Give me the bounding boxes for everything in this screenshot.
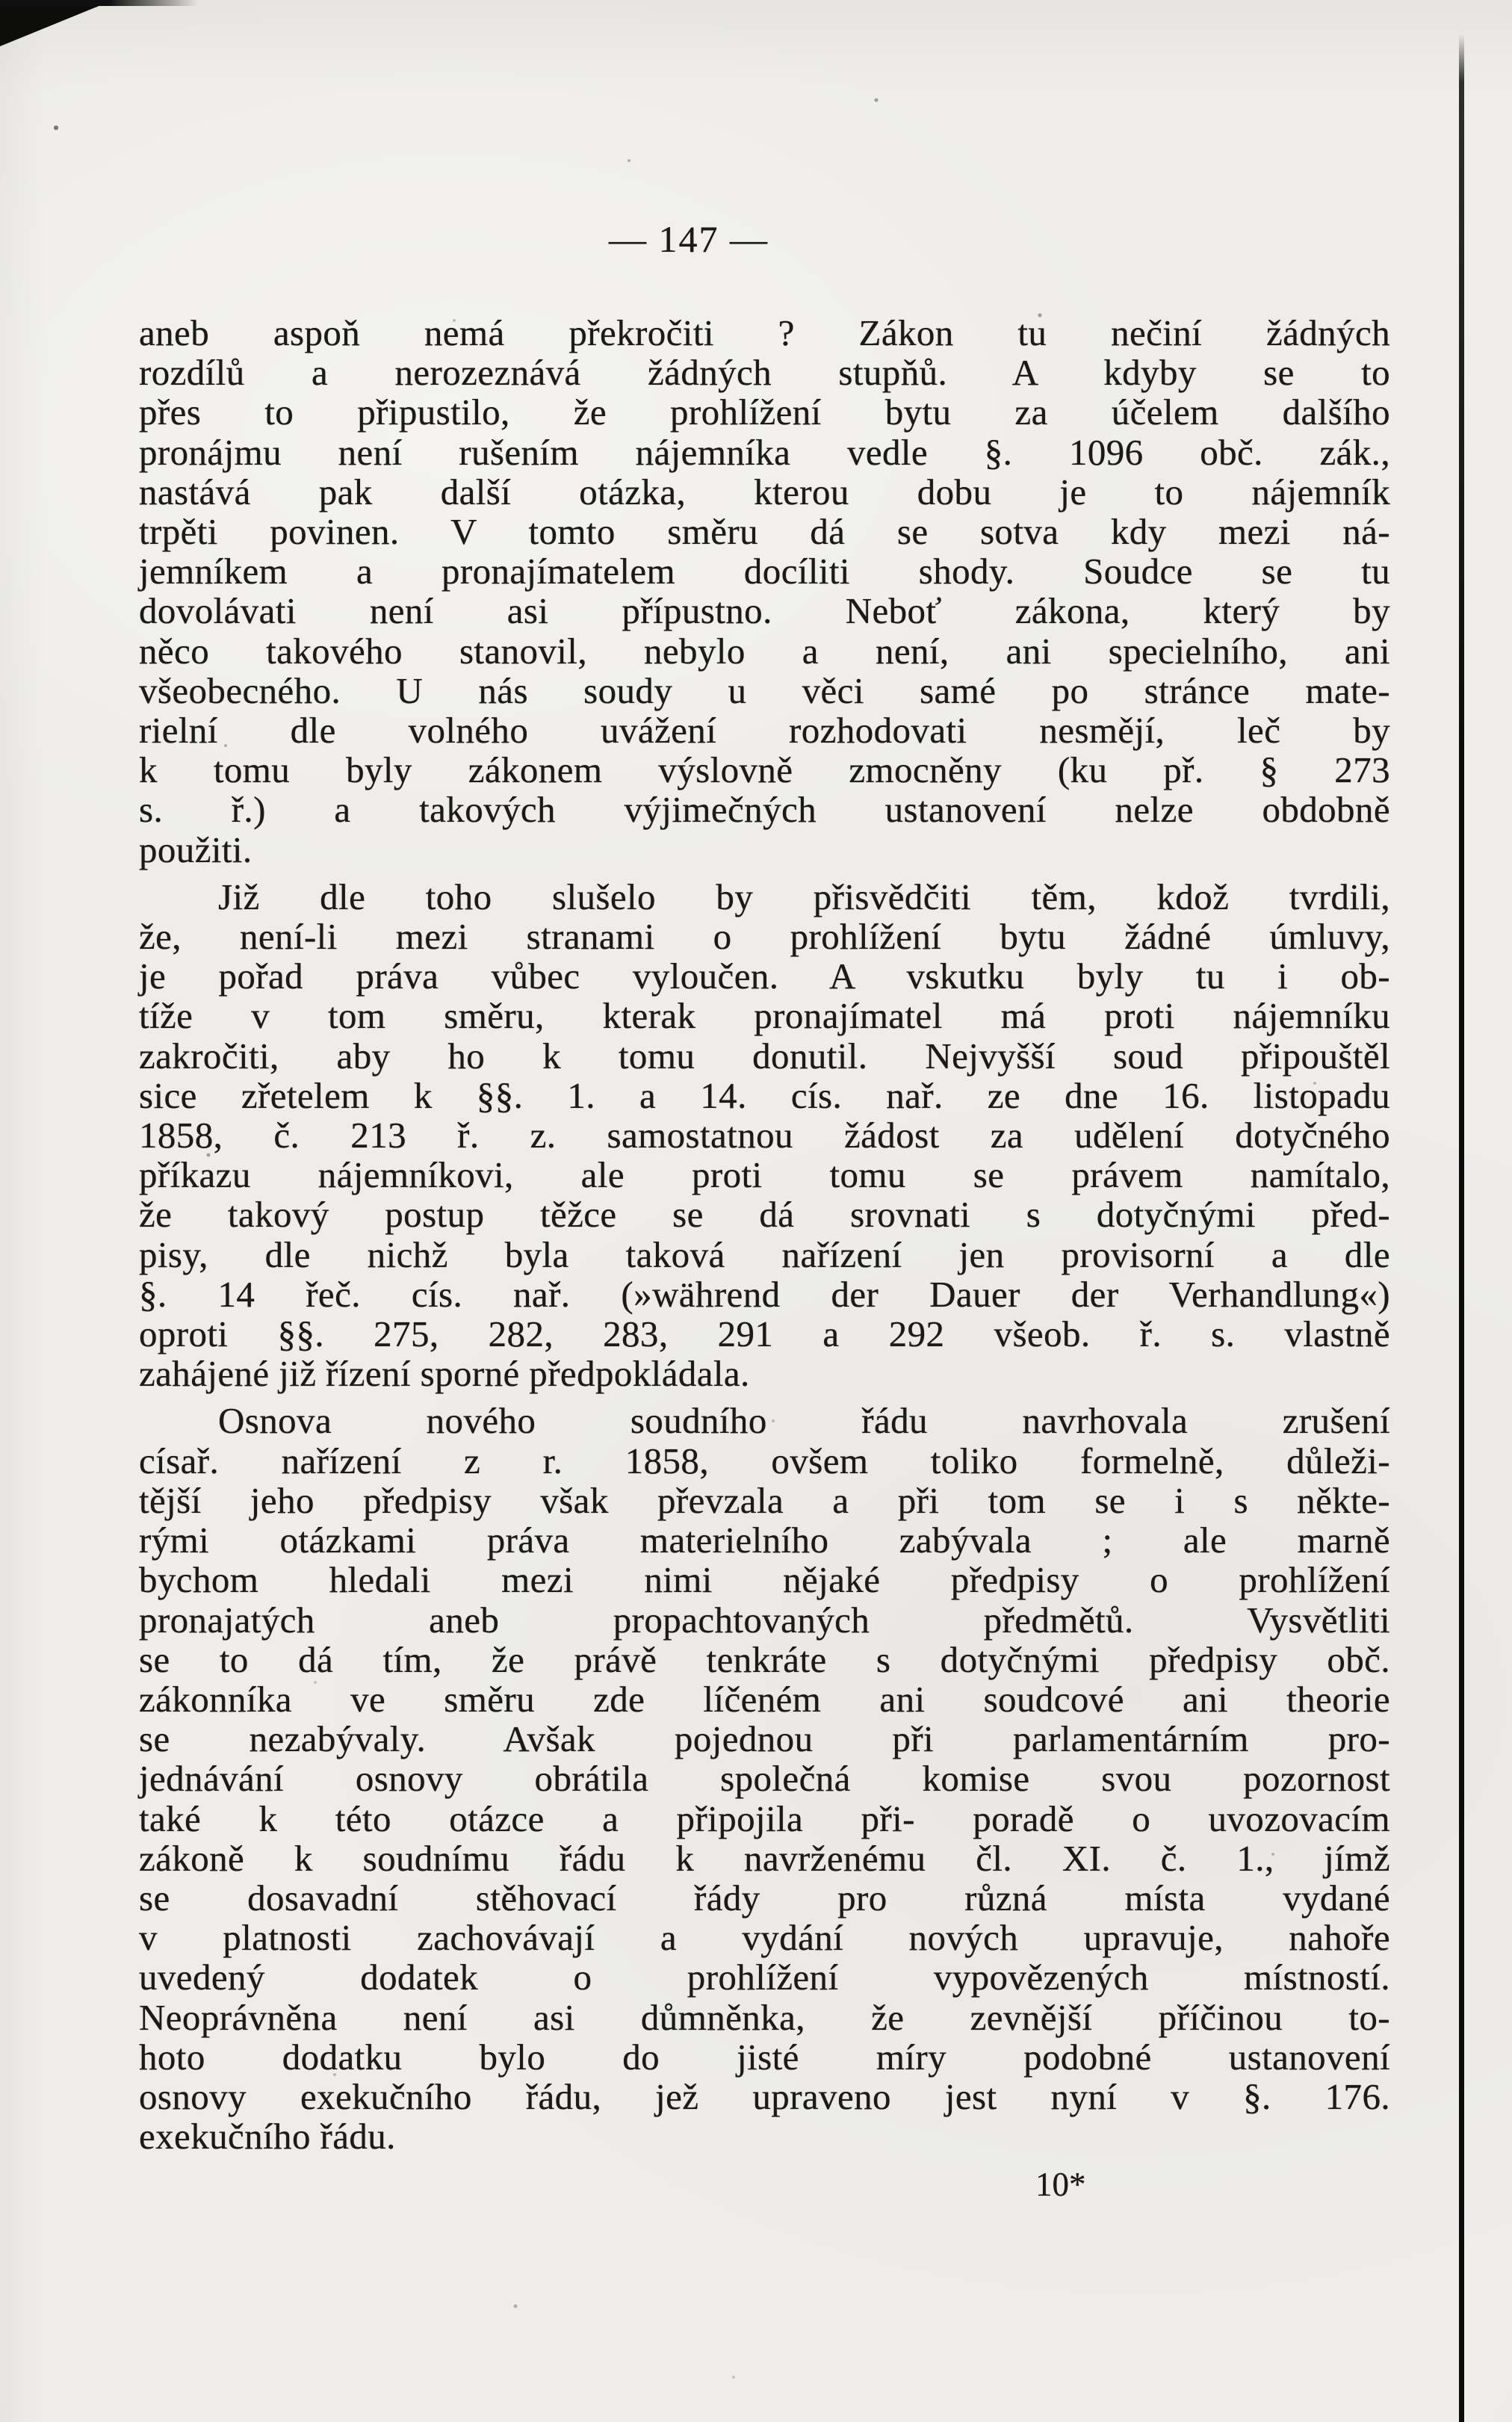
text-line: pronájmu není rušením nájemníka vedle §. 1096 obč. zák., bbox=[139, 431, 1390, 473]
text-line: něco takového stanovil, nebylo a není, ani specielního, ani bbox=[139, 630, 1390, 672]
paragraph bbox=[139, 1401, 1390, 2156]
text-line: §. 14 řeč. cís. nař. (»während der Dauer der Verhandlung«) bbox=[139, 1273, 1390, 1315]
text-line: k tomu byly zákonem výslovně zmocněny (ku př. § 273 bbox=[139, 749, 1390, 791]
text-line: rielní dle volného uvážení rozhodovati nesmějí, leč by bbox=[139, 710, 1390, 752]
page-number: — 147 — bbox=[609, 218, 769, 260]
text-line: je pořad práva vůbec vyloučen. A vskutku byly tu i ob- bbox=[139, 956, 1390, 997]
text-line: aneb aspoň nemá překročiti ? Zákon tu nečiní žádných bbox=[139, 312, 1390, 353]
text-line: se to dá tím, že právě tenkráte s dotyčnými předpisy obč. bbox=[139, 1638, 1390, 1680]
text-line: zákonníka ve směru zde líčeném ani soudcové ani theorie bbox=[139, 1678, 1390, 1720]
body-text-block bbox=[139, 313, 1390, 2156]
corner-fold-mark bbox=[0, 0, 114, 46]
text-line: v platnosti zachovávají a vydání nových upravuje, nahoře bbox=[139, 1917, 1390, 1959]
page-edge-line bbox=[1459, 34, 1464, 2422]
text-line: císař. nařízení z r. 1858, ovšem toliko formelně, důleži- bbox=[139, 1440, 1390, 1481]
text-line: trpěti povinen. V tomto směru dá se sotva kdy mezi ná- bbox=[139, 511, 1390, 553]
text-line: přes to připustilo, že prohlížení bytu za účelem dalšího bbox=[139, 391, 1390, 433]
text-line: Neoprávněna není asi důmněnka, že zevnější příčinou to- bbox=[139, 1996, 1390, 2038]
text-line: nastává pak další otázka, kterou dobu je to nájemník bbox=[139, 471, 1390, 512]
text-line: pronajatých aneb propachtovaných předmětů. Vysvětliti bbox=[139, 1599, 1390, 1641]
text-line: že, není-li mezi stranami o prohlížení bytu žádné úmluvy, bbox=[139, 916, 1390, 958]
text-line: hoto dodatku bylo do jisté míry podobné ustanovení bbox=[139, 2036, 1390, 2078]
text-line: zahájené již řízení sporné předpokládala. bbox=[139, 1353, 750, 1395]
text-line: rými otázkami práva materielního zabývala ; ale marně bbox=[139, 1520, 1390, 1561]
text-line: rozdílů a nerozeznává žádných stupňů. A kdyby se to bbox=[139, 352, 1390, 394]
text-line: jednávání osnovy obrátila společná komise svou pozornost bbox=[139, 1758, 1390, 1800]
text-line: bychom hledali mezi nimi nějaké předpisy o prohlížení bbox=[139, 1559, 1390, 1601]
text-line: jemníkem a pronajímatelem docíliti shody. Soudce se tu bbox=[139, 551, 1390, 592]
paragraph bbox=[139, 313, 1390, 870]
text-line: s. ř.) a takových výjimečných ustanovení nelze obdobně bbox=[139, 789, 1390, 831]
text-line: pisy, dle nichž byla taková nařízení jen provisorní a dle bbox=[139, 1233, 1390, 1275]
text-line: se dosavadní stěhovací řády pro různá místa vydané bbox=[139, 1877, 1390, 1918]
text-line: tíže v tom směru, kterak pronajímatel má proti nájemníku bbox=[139, 995, 1390, 1037]
text-line: sice zřetelem k §§. 1. a 14. cís. nař. ze dne 16. listopadu bbox=[139, 1074, 1390, 1116]
text-line: příkazu nájemníkovi, ale proti tomu se právem namítalo, bbox=[139, 1154, 1390, 1196]
paragraph bbox=[139, 877, 1390, 1394]
text-line: že takový postup těžce se dá srovnati s dotyčnými před- bbox=[139, 1194, 1390, 1236]
text-line: Již dle toho slušelo by přisvědčiti těm, kdož tvrdili, bbox=[218, 876, 1390, 917]
text-line: exekučního řádu. bbox=[139, 2116, 396, 2158]
text-line: zakročiti, aby ho k tomu donutil. Nejvyšší soud připouštěl bbox=[139, 1035, 1390, 1077]
signature-mark: 10* bbox=[1035, 2166, 1086, 2203]
text-line: dovolávati není asi přípustno. Neboť zákona, který by bbox=[139, 590, 1390, 632]
text-line: se nezabývaly. Avšak pojednou při parlamentárním pro- bbox=[139, 1718, 1390, 1760]
text-line: 1858, č. 213 ř. z. samostatnou žádost za udělení dotyčného bbox=[139, 1115, 1390, 1156]
text-line: uvedený dodatek o prohlížení vypovězených místností. bbox=[139, 1957, 1390, 1998]
text-line: Osnova nového soudního řádu navrhovala zrušení bbox=[218, 1400, 1390, 1442]
top-edge-scan-shadow bbox=[0, 0, 198, 6]
text-line: použiti. bbox=[139, 829, 252, 870]
text-line: všeobecného. U nás soudy u věci samé po stránce mate- bbox=[139, 669, 1390, 711]
text-line: zákoně k soudnímu řádu k navrženému čl. XI. č. 1., jímž bbox=[139, 1837, 1390, 1879]
text-line: osnovy exekučního řádu, jež upraveno jest nyní v §. 176. bbox=[139, 2075, 1390, 2117]
scan-specks bbox=[0, 0, 1, 1]
text-line: také k této otázce a připojila při- poradě o uvozovacím bbox=[139, 1797, 1390, 1839]
text-line: oproti §§. 275, 282, 283, 291 a 292 všeob. ř. s. vlastně bbox=[139, 1313, 1390, 1355]
text-line: tější jeho předpisy však převzala a při tom se i s někte- bbox=[139, 1479, 1390, 1521]
